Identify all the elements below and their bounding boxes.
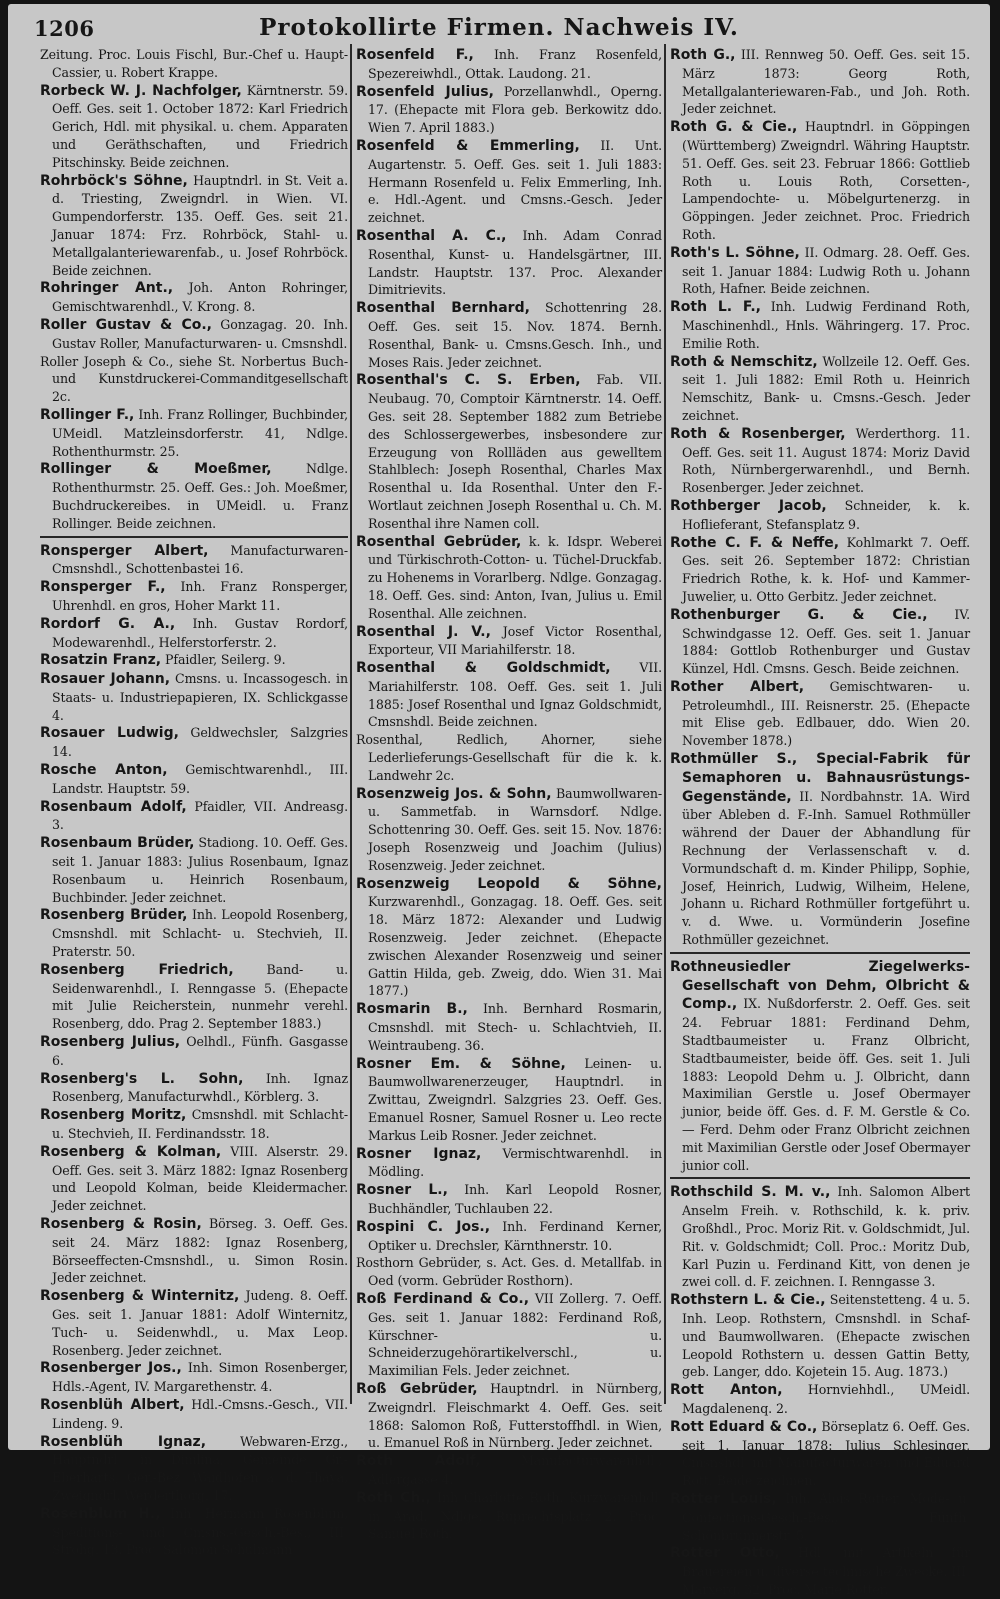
directory-entry — [356, 1181, 662, 1218]
firm-name: Rosenberg Julius, — [40, 1034, 181, 1051]
directory-entry — [670, 244, 970, 298]
entry-details: Zeitung. Proc. Louis Fischl, Bur.-Chef u. Haupt-Cassier, u. Robert Krappe. — [40, 47, 348, 80]
entry-details: Gonzagag. 20. Inh. Gustav Roller, Manufacturwaren- u. Cmsnshdl. — [52, 316, 348, 351]
directory-entry — [670, 1490, 970, 1544]
entry-details: Hdl. mit Artikeln für Brauereien u. diverse technische Zwecke, III. Marxerg. 32. Proc. Marie Rotter. — [682, 1545, 970, 1597]
directory-entry — [356, 227, 662, 299]
entry-details: Inh. Franz Rollinger, Buchbinder, UMeidl. Matzleinsdorferstr. 41, Ndlge. Rothenthurmstr. 25. — [52, 406, 349, 459]
entry-details: IX. Nußdorferstr. 2. Oeff. Ges. seit 24. Februar 1881: Ferdinand Dehm, Stadtbaumeister u. Franz Olbricht, Stadtbaumeister, beide öff. Ges. seit 1. Juli 1883: Leopold Dehm u. J. Olbricht, dann Maximilian Gerstle u. Josef Obermayer junior, beide öff. Ges. d. F. M. Gerstle & Co. — Ferd. Dehm oder Franz Olbricht zeichnen mit Maximilian Gerstle oder Josef Obermayer junior coll. — [682, 996, 970, 1173]
directory-entry — [670, 1544, 970, 1598]
column-divider — [350, 44, 352, 1404]
directory-entry — [670, 353, 970, 425]
directory-entry — [670, 958, 970, 1175]
directory-entry — [40, 798, 348, 835]
entry-details: Inh. Alois Rotter, Mode- u. Confections-Gesch.-Bes., Fünfh. Schönbrunnerstr. 5. — [682, 1490, 970, 1543]
firm-name: Ronsperger Albert, — [40, 542, 209, 559]
firm-name: Rosner Ignaz, — [356, 1145, 482, 1162]
column-1 — [40, 46, 349, 1558]
firm-name: Rosenblüh Albert, — [40, 1396, 185, 1413]
column-2 — [356, 46, 663, 1542]
entry-details: Inh. Leopold Rosenberg, Cmsnshdl. mit Schlacht- u. Stechvieh, II. Praterstr. 50. — [52, 907, 348, 960]
directory-entry — [40, 1070, 348, 1107]
column-3 — [670, 46, 971, 1597]
firm-name: Rosenberg's L. Sohn, — [40, 1070, 244, 1087]
entry-details: VIII. Alserstr. 29. Oeff. Ges. seit 3. März 1882: Ignaz Rosenberg und Leopold Kolman, beide Kleidermacher. Jeder zeichnet. — [52, 1143, 348, 1214]
directory-entry — [40, 578, 348, 615]
directory-entry — [40, 316, 348, 353]
entry-details: Rosenthal, Redlich, Ahorner, siehe Lederlieferungs-Gesellschaft für die k. k. Landwehr 2c. — [356, 732, 662, 783]
firm-name: Rosenfeld F., — [356, 47, 474, 63]
firm-name: Rollinger F., — [40, 406, 135, 423]
directory-entry — [40, 1106, 348, 1143]
firm-name: Roth Ch., — [356, 1489, 431, 1506]
entry-details: Wollzeile 12. Oeff. Ges. seit 1. Juli 1882: Emil Roth u. Heinrich Nemschitz, Bank- u. Cmsns.-Gesch. Jeder zeichnet. — [682, 353, 970, 423]
directory-entry — [40, 406, 348, 460]
entry-details: k. k. Idspr. Weberei und Türkischroth-Cotton- u. Tüchel-Druckfab. zu Hohenems in Vorarlberg. Ndlge. Gonzagag. 18. Oeff. Ges. sind: Anton, Ivan, Julius u. Emil Rosenthal. Alle zeichnen. — [368, 533, 662, 621]
entry-details: Schottenring 28. Oeff. Ges. seit 15. Nov. 1874. Bernh. Rosenthal, Bank- u. Cmsns.Gesch. Inh., und Moses Rais. Jeder zeichnet. — [368, 300, 662, 370]
directory-entry — [40, 279, 348, 316]
directory-entry — [670, 1381, 970, 1418]
firm-name: Roß Ferdinand & Co., — [356, 1290, 530, 1307]
directory-entry — [356, 299, 662, 371]
firm-name: Roller Gustav & Co., — [40, 316, 212, 333]
directory-entry — [356, 371, 662, 532]
directory-entry — [356, 1218, 662, 1255]
firm-name: Rollinger & Moeßmer, — [40, 461, 272, 478]
firm-name: Rohringer Ant., — [40, 280, 174, 297]
directory-entry — [40, 1505, 348, 1559]
section-rule — [670, 952, 970, 954]
firm-name: Rosauer Johann, — [40, 671, 171, 688]
firm-name: Rotter Louis, — [670, 1490, 777, 1507]
directory-entry — [40, 1215, 348, 1287]
entry-details: Inh. Simon Rosenberger, Hdls.-Agent, IV. Margarethenstr. 4. — [52, 1360, 348, 1395]
entry-details: Vermischtwarenhdl. in Mödling. — [368, 1145, 662, 1180]
entry-details: Hauptndrl. in Göppingen (Württemberg) Zweigndrl. Währing Hauptstr. 51. Oeff. Ges. seit 23. Februar 1866: Gottlieb Roth u. Louis Roth, Corsetten-, Lampendochte- u. Möbelgurtenerzg. in Göppingen. Jeder zeichnet. Proc. Friedrich Roth. — [682, 119, 971, 242]
entry-details: Kärntnerstr. 59. Oeff. Ges. seit 1. October 1872: Karl Friedrich Gerich, Hdl. mit physikal. u. chem. Apparaten und Geräthschaften, und Friedrich Pitschinsky. Beide zeichnen. — [52, 82, 348, 170]
directory-entry — [356, 83, 662, 137]
directory-entry — [40, 761, 348, 798]
entry-details: Ndlge. Rothenthurmstr. 25. Oeff. Ges.: Joh. Moeßmer, Buchdruckereibes. in UMeidl. u. Franz Rollinger. Beide zeichnen. — [52, 461, 348, 531]
firm-name: Rosenblüh Ignaz, — [40, 1433, 207, 1450]
firm-name: Rosenberg & Winternitz, — [40, 1288, 240, 1305]
firm-name: Rotter Otto, — [670, 1545, 780, 1562]
directory-entry — [40, 651, 348, 670]
entry-details: Rosthorn Gebrüder, s. Act. Ges. d. Metallfab. in Oed (vorm. Gebrüder Rosthorn). — [356, 1255, 662, 1289]
entry-details: II. Nordbahnstr. 1A. Wird über Ableben d. F.-Inh. Samuel Rothmüller während der Dauer der Abhandlung für Rechnung der Verlassenschaft v. d. Vormundschaft d. m. Kinder Philipp, Sophie, Josef, Heinrich, Ludwig, Wilheim, Helene, Johann u. Richard Rothmüller fortgeführt u. v. d. Wwe. u. Vormünderin Josefine Rothmüller gezeichnet. — [682, 788, 970, 948]
firm-name: Rothstern L. & Cie., — [670, 1292, 826, 1309]
section-rule — [40, 536, 348, 538]
directory-entry — [40, 542, 348, 579]
directory-entry — [356, 1000, 662, 1054]
directory-entry — [40, 353, 348, 406]
directory-entry — [670, 1291, 970, 1381]
directory-entry — [670, 46, 970, 118]
directory-page — [8, 4, 990, 1597]
entry-details: Inh. Gustav Rordorf, Modewarenhdl., Helferstorferstr. 2. — [52, 615, 348, 650]
entry-details: Inh. Hermann Rosenblum, Speditions- und Cmsns.-Gesch.-Bes., III. Strohg. 13. Proc. Salomon Schulmann. — [52, 1505, 348, 1558]
directory-entry — [356, 1254, 662, 1290]
firm-name: Rosenblum H., — [40, 1505, 161, 1522]
section-rule — [670, 1177, 970, 1179]
entry-details: Fab. VII. Neubaug. 70, Comptoir Kärntnerstr. 14. Oeff. Ges. seit 28. September 1882 zum Betriebe des Schlossergewerbes, insbesondere zur Erzeugung von Rollläden aus gewelltem Stahlblech: Joseph Rosenthal, Charles Max Rosenthal u. Ida Rosenthal. Unter den F.-Wortlaut zeichnen Joseph Rosenthal u. Ch. M. Rosenthal ihre Namen coll. — [368, 372, 662, 531]
directory-entry — [356, 1452, 662, 1489]
directory-entry — [40, 961, 348, 1033]
firm-name: Ronsperger F., — [40, 579, 166, 596]
firm-name: Rothenburger G. & Cie., — [670, 606, 928, 623]
directory-entry — [356, 731, 662, 784]
entry-details: Hauptndrl. in Nürnberg, Zweigndrl. Fleischmarkt 4. Oeff. Ges. seit 1868: Salomon Roß, Futterstoffhdl. in Wien, u. Emanuel Roß in Nürnberg. Jeder zeichnet. — [368, 1380, 663, 1451]
firm-name: Rosenberg & Kolman, — [40, 1143, 222, 1160]
firm-name: Rosauer Ludwig, — [40, 725, 179, 742]
page-header — [8, 4, 990, 44]
directory-entry — [670, 118, 970, 244]
entry-details: Inh. Ignaz Rosenberg, Manufacturwhdl., Körblerg. 3. — [52, 1070, 348, 1105]
directory-entry — [356, 533, 662, 623]
entry-details: IV. Schwindgasse 12. Oeff. Ges. seit 1. Januar 1884: Gottlob Rothenburger und Gustav Künzel, Hdl. Cmsns. Gesch. Beide zeichnen. — [682, 606, 970, 677]
entry-details: Baumwollwaren- u. Sammetfab. in Warnsdorf. Ndlge. Schottenring 30. Oeff. Ges. seit 15. Nov. 1876: Joseph Rosenzweig und Joachim (Julius) Rosenzweig. Jeder zeichnet. — [368, 785, 662, 873]
entry-details: Porzellanwhdl., Operng. 17. (Ehepacte mit Flora geb. Berkowitz ddo. Wien 7. April 1883.) — [368, 83, 662, 136]
entry-details: Hauptndrl. in St. Veit a. d. Triesting, Zweigndrl. in Wien. VI. Gumpendorferstr. 135. Oeff. Ges. seit 21. Januar 1874: Frz. Rohrböck, Stahl- u. Metallgalanteriewarenfab., u. Josef Rohrböck. Beide zeichnen. — [52, 172, 348, 278]
directory-entry — [356, 659, 662, 731]
entry-details: Inh. Franz Ronsperger, Uhrenhdl. en gros, Hoher Markt 11. — [52, 579, 348, 613]
directory-entry — [670, 606, 970, 678]
directory-entry — [356, 1055, 662, 1145]
directory-entry — [356, 1290, 662, 1380]
page-title: Protokollirte Firmen. Nachweis IV. — [259, 14, 739, 41]
directory-entry — [356, 46, 662, 83]
firm-name: Rosenfeld Julius, — [356, 83, 494, 100]
entry-details: Inh. Ludwig Ferdinand Roth, Maschinenhdl., Hnls. Währingerg. 17. Proc. Emilie Roth. — [682, 299, 970, 351]
entry-details: Gemischtwaren- u. Petroleumhdl., III. Reisnerstr. 25. (Ehepacte mit Elise geb. Edlbauer, ddo. Wien 20. November 1878.) — [682, 678, 970, 749]
firm-name: Roß Gebrüder, — [356, 1380, 478, 1397]
directory-entry — [40, 1396, 348, 1433]
directory-entry — [40, 460, 348, 532]
entry-details: Manufacturwaren-Cmsnshdl., Schottenbastei 16. — [52, 542, 348, 577]
entry-details: Seitenstetteng. 4 u. 5. Inh. Leop. Rothstern, Cmsnshdl. in Schaf- und Baumwollwaren. (Ehepacte zwischen Leopold Rothstern u. dessen Gattin Betty, geb. Langer, ddo. Kojetein 15. Aug. 1873.) — [682, 1292, 970, 1380]
directory-entry — [670, 1183, 970, 1291]
entry-details: Gemischtwarenhdl., III. Landstr. Hauptstr. 59. — [52, 762, 348, 796]
firm-name: Rosenberg Brüder, — [40, 907, 188, 924]
firm-name: Rosenbaum Brüder, — [40, 835, 195, 852]
firm-name: Rosenthal's C. S. Erben, — [356, 372, 581, 389]
directory-entry — [40, 1033, 348, 1070]
firm-name: Rosenberg Moritz, — [40, 1107, 187, 1124]
entry-details: Webwaren-Erzg., Hauptndrl. in Dimlina, Gemeinde Gr.-Eberharts, Ger.-Bez. Waidhofen a. d. Thaya, Zweigndrl. Werderthorg. 17. — [52, 1433, 348, 1503]
directory-entry — [40, 670, 348, 724]
directory-entry — [670, 678, 970, 750]
firm-name: Rosenbaum Adolf, — [40, 798, 187, 815]
entry-details: Schneider, k. k. Hoflieferant, Stefansplatz 9. — [682, 497, 970, 532]
entry-details: Pfaidler, VII. Andreasg. 3. — [52, 798, 349, 833]
firm-name: Rosche Anton, — [40, 762, 168, 779]
entry-details: Kurzwarenhdl., Gonzagag. 18. Oeff. Ges. seit 18. März 1872: Alexander und Ludwig Rosenzweig. Jeder zeichnet. (Ehepacte zwischen Alexander Rosenzweig und seiner Gattin Hilda, geb. Zweig, ddo. Wien 31. Mai 1877.) — [368, 894, 662, 999]
firm-name: Rosenberg & Rosin, — [40, 1216, 202, 1232]
directory-entry — [670, 425, 970, 497]
firm-name: Rohrböck's Söhne, — [40, 172, 188, 189]
directory-entry — [40, 724, 348, 761]
entry-details: III. Rennweg 50. Oeff. Ges. seit 15. März 1873: Georg Roth, Metallgalanteriewaren-Fab., und Joh. Roth. Jeder zeichnet. — [682, 47, 971, 117]
directory-entry — [40, 82, 348, 172]
entry-details: Inh. Karl Leopold Rosner, Buchhändler, Tuchlauben 22. — [368, 1182, 662, 1216]
directory-entry — [356, 137, 662, 227]
firm-name: Rospini C. Jos., — [356, 1218, 491, 1235]
directory-entry — [356, 623, 662, 660]
firm-name: Roth G. & Cie., — [670, 119, 798, 136]
firm-name: Rothe C. F. & Neffe, — [670, 534, 840, 551]
entry-details: Werderthorg. 11. Oeff. Ges. seit 11. August 1874: Moriz David Roth, Nürnbergerwarenhdl., und Bernh. Rosenberger. Jeder zeichnet. — [682, 425, 970, 496]
firm-name: Rosenzweig Jos. & Sohn, — [356, 785, 552, 802]
entry-details: Hdl.-Cmsns.-Gesch., VII. Lindeng. 9. — [52, 1396, 348, 1431]
firm-name: Rosenberger Jos., — [40, 1360, 182, 1377]
firm-name: Rothmüller S., Special-Fabrik für Semaphoren u. Bahnausrüstungs-Gegenstände, — [670, 751, 970, 805]
firm-name: Roth's L. Söhne, — [670, 244, 800, 261]
entry-details: Inh. Ferdinand Kerner, Optiker u. Drechsler, Kärnthnerstr. 10. — [368, 1218, 662, 1253]
firm-name: Rosenthal Bernhard, — [356, 300, 530, 317]
directory-entry — [356, 1380, 662, 1452]
entry-details: Roller Joseph & Co., siehe St. Norbertus Buch- und Kunstdruckerei-Commanditgesellschaft 2c. — [40, 353, 348, 405]
firm-name: Rosmarin B., — [356, 1001, 468, 1018]
entry-details: VII. Mariahilferstr. 108. Oeff. Ges. seit 1. Juli 1885: Josef Rosenthal und Ignaz Goldschmidt, Cmsnshdl. Beide zeichnen. — [368, 660, 662, 730]
directory-entry — [670, 497, 970, 534]
firm-name: Rosenzweig Leopold & Söhne, — [356, 875, 662, 892]
firm-name: Rosenberg Friedrich, — [40, 961, 234, 978]
entry-details: Judeng. 8. Oeff. Ges. seit 1. Januar 1881: Adolf Winternitz, Tuch- u. Seidenwhdl., u. Max Leop. Rosenberg. Jeder zeichnet. — [52, 1288, 348, 1358]
firm-name: Rosner Em. & Söhne, — [356, 1055, 566, 1072]
page-number: 1206 — [34, 16, 95, 41]
entry-details: Pfaidler, Seilerg. 9. — [161, 652, 286, 668]
entry-details: Hornviehhdl., UMeidl. Magdalenenq. 2. — [682, 1382, 971, 1416]
directory-entry — [40, 906, 348, 960]
directory-entry — [670, 298, 970, 352]
entry-details: Manufacturwarenhdl., Adlergasse 4. — [368, 1453, 662, 1487]
firm-name: Roth G., — [670, 47, 736, 63]
firm-name: Rothschild S. M. v., — [670, 1184, 831, 1201]
firm-name: Rosenfeld & Emmerling, — [356, 137, 580, 154]
firm-name: Rosenthal & Goldschmidt, — [356, 660, 611, 677]
firm-name: Roth L. F., — [670, 299, 761, 316]
entry-details: Josef Victor Rosenthal, Exporteur, VII Mariahilferstr. 18. — [368, 623, 662, 658]
firm-name: Rott Anton, — [670, 1382, 783, 1399]
entry-details: II. Odmarg. 28. Oeff. Ges. seit 1. Januar 1884: Ludwig Roth u. Johann Roth, Hafner. Beide zeichnen. — [682, 244, 970, 297]
firm-name: Rothneusiedler Ziegelwerks-Gesellschaft von Dehm, Olbricht & Comp., — [670, 958, 970, 1013]
directory-entry — [40, 1433, 348, 1505]
entry-details: Inh. Bernhard Rosmarin, Cmsnshdl. mit Stech- u. Schlachtvieh, II. Weintraubeng. 36. — [368, 1001, 662, 1053]
entry-details: Inh. Franz Rosenfeld, Spezereiwhdl., Ottak. Laudong. 21. — [368, 47, 662, 81]
firm-name: Rordorf G. A., — [40, 615, 176, 632]
entry-details: Band- u. Seidenwarenhdl., I. Renngasse 5. (Ehepacte mit Julie Reicherstein, nunmehr verehl. Rosenberg, ddo. Prag 2. September 1883.) — [52, 961, 348, 1032]
entry-details: Inh Charlotte Roth, Kurzwarenhdl. in Arad, Ndlge. Ruprechtsplatz 2. Proc. Samuel Roth. — [368, 1489, 662, 1542]
column-divider — [664, 44, 666, 1404]
entry-details: Geldwechsler, Salzgries 14. — [52, 725, 349, 760]
directory-entry — [670, 1418, 970, 1490]
entry-details: Stadiong. 10. Oeff. Ges. seit 1. Januar 1883: Julius Rosenbaum, Ignaz Rosenbaum u. Heinrich Rosenbaum, Buchbinder. Jeder zeichnet. — [52, 835, 348, 905]
firm-name: Roth Adolf, — [356, 1453, 481, 1470]
firm-name: Rothberger Jacob, — [670, 497, 827, 514]
directory-entry — [356, 1145, 662, 1182]
directory-entry — [670, 750, 970, 949]
directory-entry — [40, 834, 348, 906]
firm-name: Rother Albert, — [670, 678, 805, 695]
entry-details: Oelhdl., Fünfh. Gasgasse 6. — [52, 1034, 348, 1068]
firm-name: Rosner L., — [356, 1182, 448, 1199]
firm-name: Rott Eduard & Co., — [670, 1418, 818, 1435]
firm-name: Rosenthal J. V., — [356, 623, 491, 640]
directory-entry — [40, 1287, 348, 1359]
directory-entry — [356, 875, 662, 1001]
entry-details: VII Zollerg. 7. Oeff. Ges. seit 1. Januar 1882: Ferdinand Roß, Kürschner- u. Schneiderzugehörartikelverschl., u. Maximilian Fels. Jeder zeichnet. — [368, 1290, 662, 1379]
directory-entry — [40, 1359, 348, 1396]
firm-name: Roth & Nemschitz, — [670, 353, 818, 370]
entry-details: Cmsns. u. Incassogesch. in Staats- u. Industriepapieren, IX. Schlickgasse 4. — [52, 671, 348, 723]
directory-entry — [40, 46, 348, 82]
entry-details: Börseg. 3. Oeff. Ges. seit 24. März 1882: Ignaz Rosenberg, Börseeffecten-Cmsnshdl., u. Simon Rosin. Jeder zeichnet. — [52, 1216, 348, 1286]
entry-details: Inh. Salomon Albert Anselm Freih. v. Rothschild, k. k. priv. Großhdl., Proc. Moriz Rit. v. Goldschmidt, Jul. Rit. v. Goldschmidt; Coll. Proc.: Moritz Dub, Karl Puzin u. Ferdinand Kitt, von denen je zwei coll. d. F. zeichnen. I. Renngasse 3. — [682, 1184, 971, 1290]
firm-name: Rosenthal A. C., — [356, 227, 507, 244]
entry-details: Cmsnshdl. mit Schlacht- u. Stechvieh, II. Ferdinandsstr. 18. — [52, 1107, 348, 1142]
directory-entry — [40, 615, 348, 652]
directory-entry — [40, 172, 348, 280]
directory-entry — [356, 1489, 662, 1543]
entry-details: Kohlmarkt 7. Oeff. Ges. seit 26. September 1872: Christian Friedrich Rothe, k. k. Hof- und Kammer-Juwelier, u. Otto Gerbitz. Jeder zeichnet. — [682, 534, 971, 604]
firm-name: Rosenthal Gebrüder, — [356, 533, 522, 550]
entry-details: Joh. Anton Rohringer, Gemischtwarenhdl., V. Krong. 8. — [52, 280, 348, 315]
entry-details: Inh. Adam Conrad Rosenthal, Kunst- u. Handelsgärtner, III. Landstr. Hauptstr. 137. Proc. Alexander Dimitrievits. — [368, 227, 662, 298]
firm-name: Roth & Rosenberger, — [670, 425, 846, 442]
firm-name: Rosatzin Franz, — [40, 652, 162, 669]
entry-details: II. Unt. Augartenstr. 5. Oeff. Ges. seit 1. Juli 1883: Hermann Rosenfeld u. Felix Emmerling, Inh. e. Hdl.-Agent. und Cmsns.-Gesch. Jeder zeichnet. — [368, 137, 662, 226]
directory-entry — [670, 534, 970, 606]
directory-entry — [356, 785, 662, 875]
firm-name: Rorbeck W. J. Nachfolger, — [40, 82, 242, 99]
entry-details: Leinen- u. Baumwollwarenerzeuger, Hauptndrl. in Zwittau, Zweigndrl. Salzgries 23. Oeff. Ges. Emanuel Rosner, Samuel Rosner u. Leo recte Markus Leib Rosner. Jeder zeichnet. — [368, 1055, 662, 1143]
entry-details: Börseplatz 6. Oeff. Ges. seit 1. Januar 1878: Julius Schlesinger, Cmsnshdl. mit Manufacturwaren und Eduard Rott. Beide zeichnen. — [682, 1418, 970, 1489]
directory-entry — [40, 1143, 348, 1215]
